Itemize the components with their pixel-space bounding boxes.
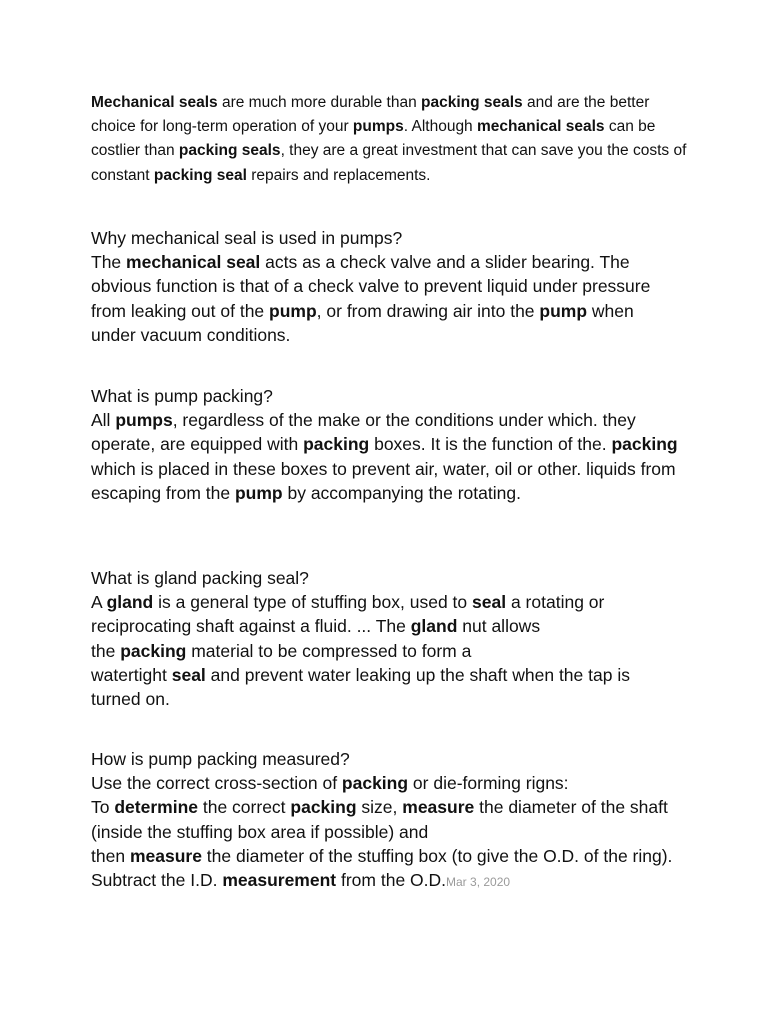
bold-term: seal [171, 664, 206, 685]
text-run: is a general type of stuffing box, used to [153, 592, 473, 613]
answer-line [91, 639, 681, 663]
bold-term: packing [341, 773, 409, 794]
bold-term: measurement [222, 870, 337, 891]
text-run: can be costlier than [91, 118, 656, 160]
text-run: the [91, 640, 121, 661]
bold-term: measure [129, 845, 202, 866]
text-run: when under vacuum conditions. [91, 300, 634, 345]
bold-term: pumps [352, 118, 404, 136]
qa-section-packing-measurement [91, 747, 691, 894]
text-run: boxes. It is the function of the. [369, 434, 612, 455]
bold-term: measure [402, 797, 475, 818]
text-run: , they are a great investment that can save you the costs of constant [91, 142, 687, 184]
text-run: a rotating or reciprocating shaft against a fluid. ... The [91, 592, 605, 637]
answer-line [91, 663, 681, 711]
bold-term: determine [114, 797, 198, 818]
bold-term: pumps [115, 410, 173, 431]
text-run: The [91, 252, 127, 273]
text-run: All [91, 410, 116, 431]
answer-line [91, 844, 691, 894]
text-run: and prevent water leaking up the shaft when the tap is turned on. [91, 664, 630, 710]
text-run: nut allows [457, 616, 541, 637]
bold-term: pump [269, 300, 317, 321]
question-heading: What is pump packing? [91, 386, 273, 406]
bold-term: seal [472, 592, 507, 613]
text-run: are much more durable than [217, 94, 422, 111]
text-run: . Although [403, 118, 477, 136]
bold-term: gland [410, 616, 458, 637]
bold-term: pump [539, 300, 588, 321]
text-run: To [91, 797, 115, 818]
answer-paragraph [91, 408, 681, 505]
bold-term: Mechanical seals [91, 94, 218, 111]
date-stamp: Mar 3, 2020 [446, 875, 511, 890]
text-run: the diameter of the shaft (inside the stuffing box area if possible) and [91, 797, 668, 842]
text-run: size, [356, 797, 403, 818]
bold-term: packing seal [153, 166, 247, 184]
intro-paragraph [91, 91, 691, 188]
bold-term: pump [234, 482, 283, 503]
answer-line [91, 795, 691, 843]
bold-term: gland [106, 592, 154, 613]
question-heading: What is gland packing seal? [91, 568, 309, 588]
bold-term: mechanical seals [477, 118, 605, 136]
text-run: the diameter of the stuffing box (to give the O.D. of the ring). Subtract the I.D. [91, 845, 673, 891]
bold-term: packing [303, 434, 370, 455]
answer-paragraph [91, 250, 681, 347]
qa-section-gland-packing [91, 566, 681, 711]
bold-term: packing seals [178, 142, 281, 160]
question-heading: Why mechanical seal is used in pumps? [91, 228, 403, 248]
text-run: acts as a check valve and a slider bearing. The obvious function is that of a check valve to prevent liquid under pressure from leaking out of the [91, 252, 651, 321]
answer-line [91, 771, 691, 795]
text-run: the correct [198, 797, 291, 818]
text-run: A [91, 592, 107, 613]
text-run: by accompanying the rotating. [282, 482, 521, 503]
text-run: , or from drawing air into the [316, 300, 540, 321]
qa-section-pump-packing [91, 384, 681, 505]
text-run: repairs and replacements. [246, 166, 431, 184]
text-run: , regardless of the make or the conditions under which. they operate, are equipped with [91, 410, 636, 455]
text-run: and are the better choice for long-term operation of your [91, 94, 650, 136]
text-run: Use the correct cross-section of [91, 773, 342, 794]
qa-section-mechanical-seal [91, 226, 681, 347]
question-heading: How is pump packing measured? [91, 749, 350, 769]
text-run: from the O.D. [336, 870, 447, 891]
bold-term: mechanical seal [126, 252, 261, 273]
bold-term: packing seals [421, 94, 523, 111]
bold-term: packing [290, 797, 357, 818]
text-run: watertight [91, 664, 172, 685]
bold-term: packing [611, 434, 678, 455]
answer-line [91, 590, 681, 638]
text-run: then [91, 845, 130, 866]
text-run: or die-forming rigns: [408, 773, 569, 794]
bold-term: packing [120, 640, 187, 661]
text-run: which is placed in these boxes to prevent air, water, oil or other. liquids from escaping from the [91, 458, 676, 503]
text-run: material to be compressed to form a [186, 640, 472, 661]
